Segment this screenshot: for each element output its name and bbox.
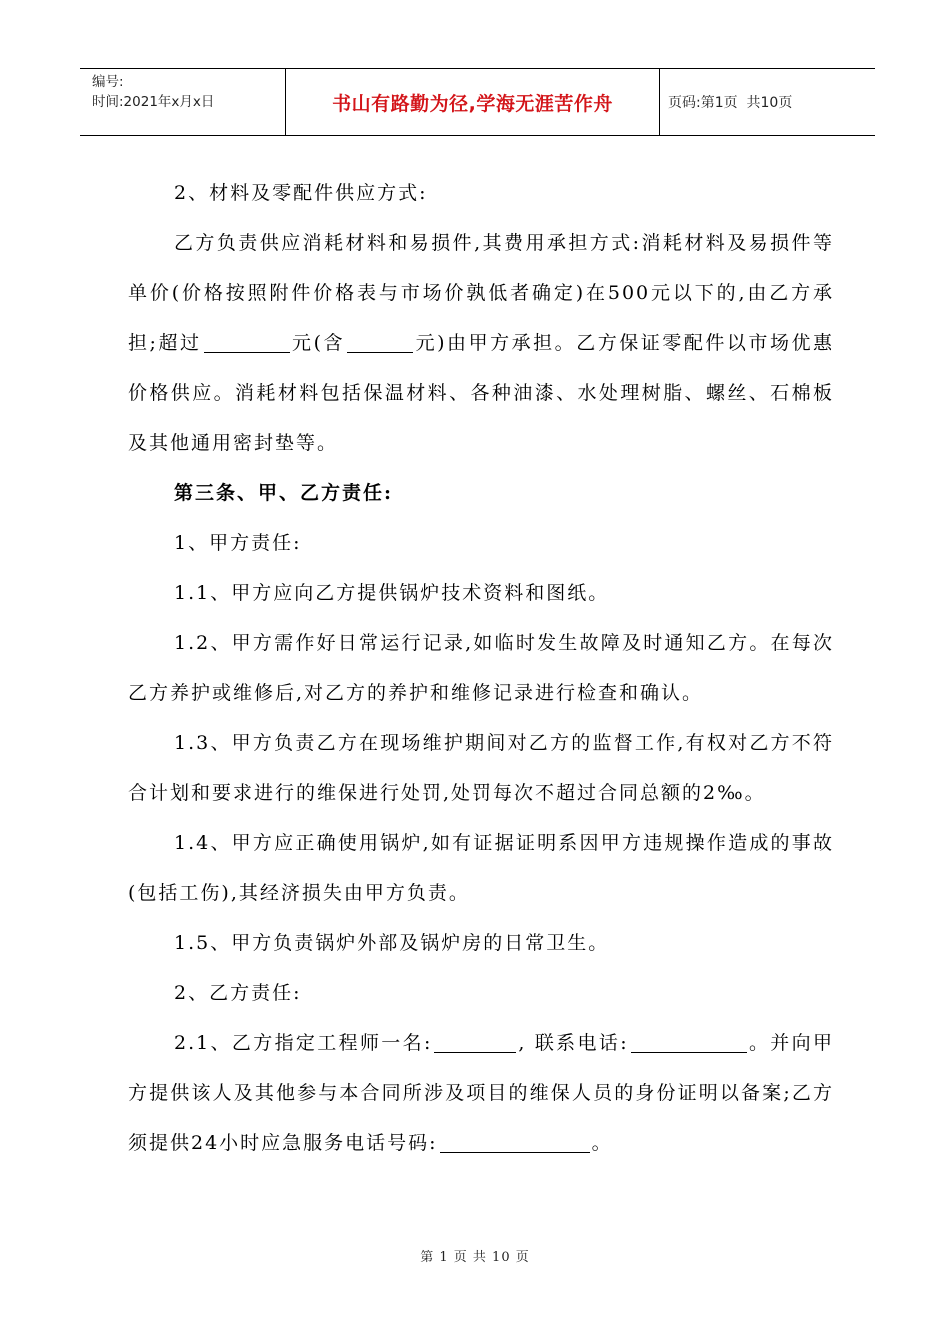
header-page-info: 页码:第1页 共10页 <box>668 95 793 111</box>
paragraph: 1.2、甲方需作好日常运行记录,如临时发生故障及时通知乙方。在每次乙方养护或维修后,对乙方的养护和维修记录进行检查和确认。 <box>128 632 834 704</box>
paragraph: 1、甲方责任: <box>174 532 302 554</box>
document-number-label: 编号: <box>92 74 124 90</box>
paragraph: 1.4、甲方应正确使用锅炉,如有证据证明系因甲方违规操作造成的事故(包括工伤),其经济损失由甲方负责。 <box>128 832 834 904</box>
blank-field <box>440 1128 590 1153</box>
paragraph: 2、材料及零配件供应方式: <box>174 182 428 204</box>
paragraph: 1.5、甲方负责锅炉外部及锅炉房的日常卫生。 <box>174 932 610 954</box>
paragraph-text: 元(含 <box>291 332 346 354</box>
section-heading: 第三条、甲、乙方责任: <box>174 482 394 504</box>
header-divider <box>659 69 660 135</box>
page-footer: 第 1 页 共 10 页 <box>420 1250 530 1265</box>
paragraph <box>128 218 834 468</box>
paragraph-text: , 联系电话: <box>518 1032 629 1054</box>
paragraph: 1.3、甲方负责乙方在现场维护期间对乙方的监督工作,有权对乙方不符合计划和要求进行的维保进行处罚,处罚每次不超过合同总额的2‰。 <box>128 732 834 804</box>
paragraph-text: 乙方负责供应消耗材料和易损件,其费用承担方式:消耗材料及易损件等单价(价格按照附件价格表与市场价孰低者确定)在500元以下的,由乙方承担;超过 <box>128 232 834 354</box>
paragraph-text: 。 <box>591 1132 613 1154</box>
paragraph-text: 元)由甲方承担。乙方保证零配件以市场优惠价格供应。消耗材料包括保温材料、各种油漆、水处理树脂、螺丝、石棉板及其他通用密封垫等。 <box>128 332 834 454</box>
paragraph <box>128 1018 834 1168</box>
blank-field <box>347 328 413 353</box>
blank-field <box>204 328 290 353</box>
paragraph: 2、乙方责任: <box>174 982 302 1004</box>
paragraph-text: 2.1、乙方指定工程师一名: <box>174 1032 433 1054</box>
header-motto: 书山有路勤为径,学海无涯苦作舟 <box>332 92 613 115</box>
blank-field <box>631 1028 747 1053</box>
document-time-label: 时间:2021年x月x日 <box>92 94 215 110</box>
document-body <box>128 168 834 1168</box>
page-header <box>80 68 875 136</box>
header-left-info <box>92 72 282 112</box>
blank-field <box>434 1028 516 1053</box>
paragraph: 1.1、甲方应向乙方提供锅炉技术资料和图纸。 <box>174 582 610 604</box>
paragraph-text: 。并向甲方提供该人及其他参与本合同所涉及项目的维保人员的身份证明以备案;乙方须提供24小时应急服务电话号码: <box>128 1032 834 1154</box>
